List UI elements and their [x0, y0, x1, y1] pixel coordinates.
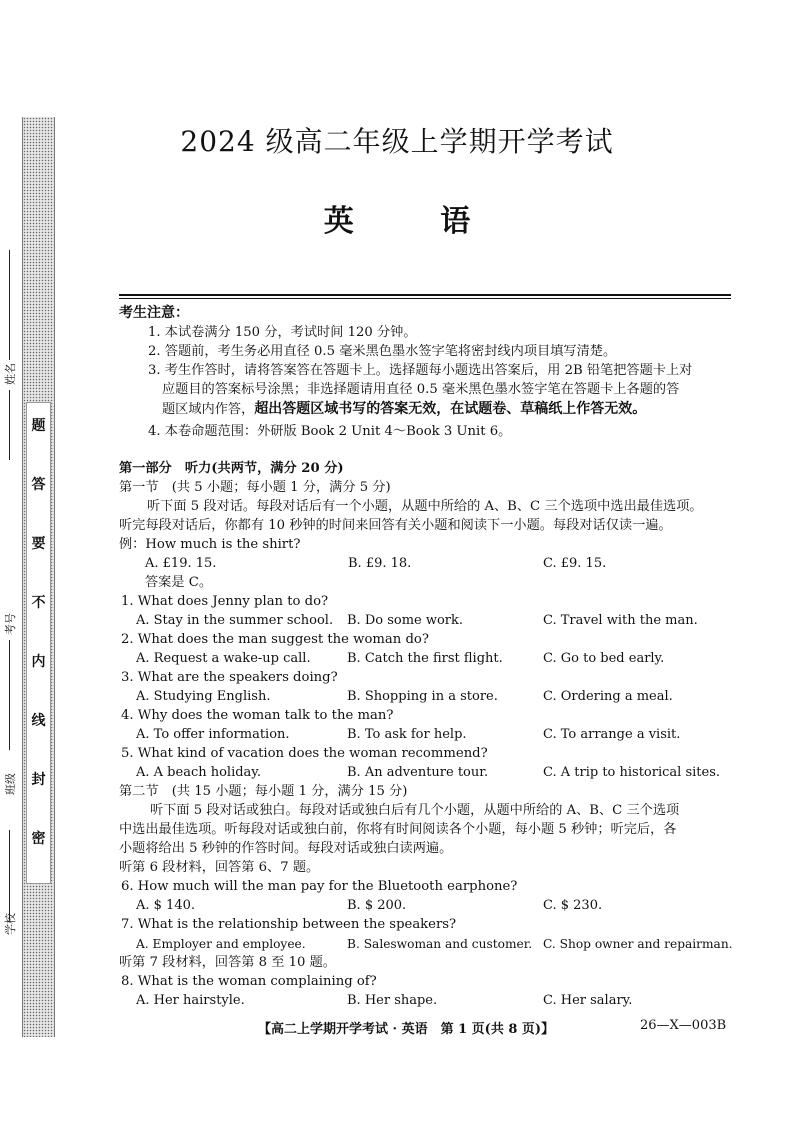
option-a: A. Her hairstyle. [136, 993, 245, 1008]
class-fill-line [9, 640, 10, 750]
option-a: A. Stay in the summer school. [136, 613, 334, 628]
section2-heading: 第二节 (共 15 小题；每小题 1 分，满分 15 分) [119, 784, 408, 799]
option-c: C. Go to bed early. [543, 651, 665, 666]
name-label: 姓名 [4, 363, 17, 385]
option-c: C. To arrange a visit. [543, 727, 681, 742]
question-6: 6. How much will the man pay for the Bluetooth earphone? [121, 879, 518, 894]
school-fill-line [9, 830, 10, 920]
school-label: 学校 [4, 913, 17, 935]
option-a: A. Studying English. [136, 689, 271, 704]
question-3: 3. What are the speakers doing? [121, 670, 338, 685]
question-8: 8. What is the woman complaining of? [121, 974, 377, 989]
seal-notice-box [26, 402, 51, 884]
option-b: B. An adventure tour. [347, 765, 489, 780]
seal-char: 封 [31, 772, 46, 788]
material-7-instruction: 听第 7 段材料，回答第 8 至 10 题。 [119, 955, 336, 970]
option-c: C. $ 230. [543, 898, 603, 913]
seal-char: 内 [31, 654, 46, 670]
option-a: A. Request a wake-up call. [136, 651, 311, 666]
seal-char: 答 [31, 477, 46, 493]
header-rule [119, 294, 731, 296]
section1-instr-1: 听下面 5 段对话。每段对话后有一个小题，从题中所给的 A、B、C 三个选项中选出最佳选项。 [147, 499, 703, 514]
option-a: A. A beach holiday. [136, 765, 262, 780]
part1-heading: 第一部分 听力(共两节，满分 20 分) [119, 461, 344, 476]
option-b: B. To ask for help. [347, 727, 467, 742]
option-b: B. Catch the first flight. [347, 651, 503, 666]
example-option-a: A. £19. 15. [145, 556, 217, 571]
option-b: B. Saleswoman and customer. [347, 937, 533, 951]
notice-item-3-bold: 超出答题区域书写的答案无效，在试题卷、草稿纸上作答无效。 [254, 401, 647, 417]
example-question: 例：How much is the shirt? [119, 537, 301, 552]
question-5: 5. What kind of vacation does the woman recommend? [121, 746, 488, 761]
exam-title: 2024 级高二年级上学期开学考试 [180, 125, 614, 158]
option-a: A. Employer and employee. [136, 937, 306, 951]
page-footer: 【高二上学期开学考试 · 英语 第 1 页(共 8 页)】 [258, 1022, 555, 1037]
section2-instr-1: 听下面 5 段对话或独白。每段对话或独白后有几个小题，从题中所给的 A、B、C 三个选项 [150, 803, 680, 818]
notice-item-2: 2. 答题前，考生务必用直径 0.5 毫米黑色墨水签字笔将密封线内项目填写清楚。 [148, 344, 617, 359]
number-label: 考号 [4, 613, 17, 635]
seal-char: 题 [31, 418, 46, 434]
seal-char: 不 [31, 595, 46, 611]
notice-heading: 考生注意： [119, 305, 189, 321]
option-b: B. $ 200. [347, 898, 407, 913]
option-c: C. Travel with the man. [543, 613, 698, 628]
subject-title: 英 语 [323, 204, 509, 239]
section1-heading: 第一节 (共 5 小题；每小题 1 分，满分 5 分) [119, 480, 391, 495]
notice-item-3-normal: 题区域内作答， [162, 402, 255, 417]
seal-char: 线 [31, 713, 46, 729]
section2-instr-2: 中选出最佳选项。听每段对话或独白前，你将有时间阅读各个小题，每小题 5 秒钟；听完后，各 [119, 822, 677, 837]
question-4: 4. Why does the woman talk to the man? [121, 708, 394, 723]
section2-instr-3: 小题将给出 5 秒钟的作答时间。每段对话或独白读两遍。 [119, 841, 453, 856]
option-a: A. To offer information. [136, 727, 290, 742]
option-b: B. Do some work. [347, 613, 464, 628]
seal-binding-strip [22, 117, 55, 1037]
seal-char: 密 [31, 831, 46, 847]
notice-item-1: 1. 本试卷满分 150 分，考试时间 120 分钟。 [148, 325, 417, 340]
option-c: C. Shop owner and repairman. [543, 937, 733, 951]
name-fill-line [9, 250, 10, 360]
example-option-c: C. £9. 15. [543, 556, 607, 571]
notice-item-3-end [162, 400, 646, 420]
seal-char: 要 [31, 536, 46, 552]
number-fill-line [9, 390, 10, 460]
question-7: 7. What is the relationship between the speakers? [121, 917, 457, 932]
question-2: 2. What does the man suggest the woman do? [121, 632, 429, 647]
notice-item-3-cont: 应题目的答案标号涂黑；非选择题请用直径 0.5 毫米黑色墨水签字笔在答题卡上各题的答 [162, 382, 680, 397]
option-b: B. Her shape. [347, 993, 438, 1008]
option-c: C. Ordering a meal. [543, 689, 673, 704]
section1-instr-2: 听完每段对话后，你都有 10 秒钟的时间来回答有关小题和阅读下一小题。每段对话仅读一遍。 [119, 518, 672, 533]
example-answer: 答案是 C。 [145, 575, 213, 590]
option-b: B. Shopping in a store. [347, 689, 498, 704]
material-6-instruction: 听第 6 段材料，回答第 6、7 题。 [119, 860, 320, 875]
notice-item-3: 3. 考生作答时，请将答案答在答题卡上。选择题每小题选出答案后，用 2B 铅笔把答题卡上对 [148, 363, 693, 378]
example-option-b: B. £9. 18. [348, 556, 412, 571]
paper-code: 26—X—003B [640, 1018, 727, 1033]
option-c: C. Her salary. [543, 993, 633, 1008]
notice-item-4: 4. 本卷命题范围：外研版 Book 2 Unit 4～Book 3 Unit 6。 [148, 424, 512, 439]
option-c: C. A trip to historical sites. [543, 765, 720, 780]
option-a: A. $ 140. [136, 898, 196, 913]
question-1: 1. What does Jenny plan to do? [121, 594, 329, 609]
header-rule-thin [119, 298, 731, 299]
class-label: 班级 [4, 773, 17, 795]
